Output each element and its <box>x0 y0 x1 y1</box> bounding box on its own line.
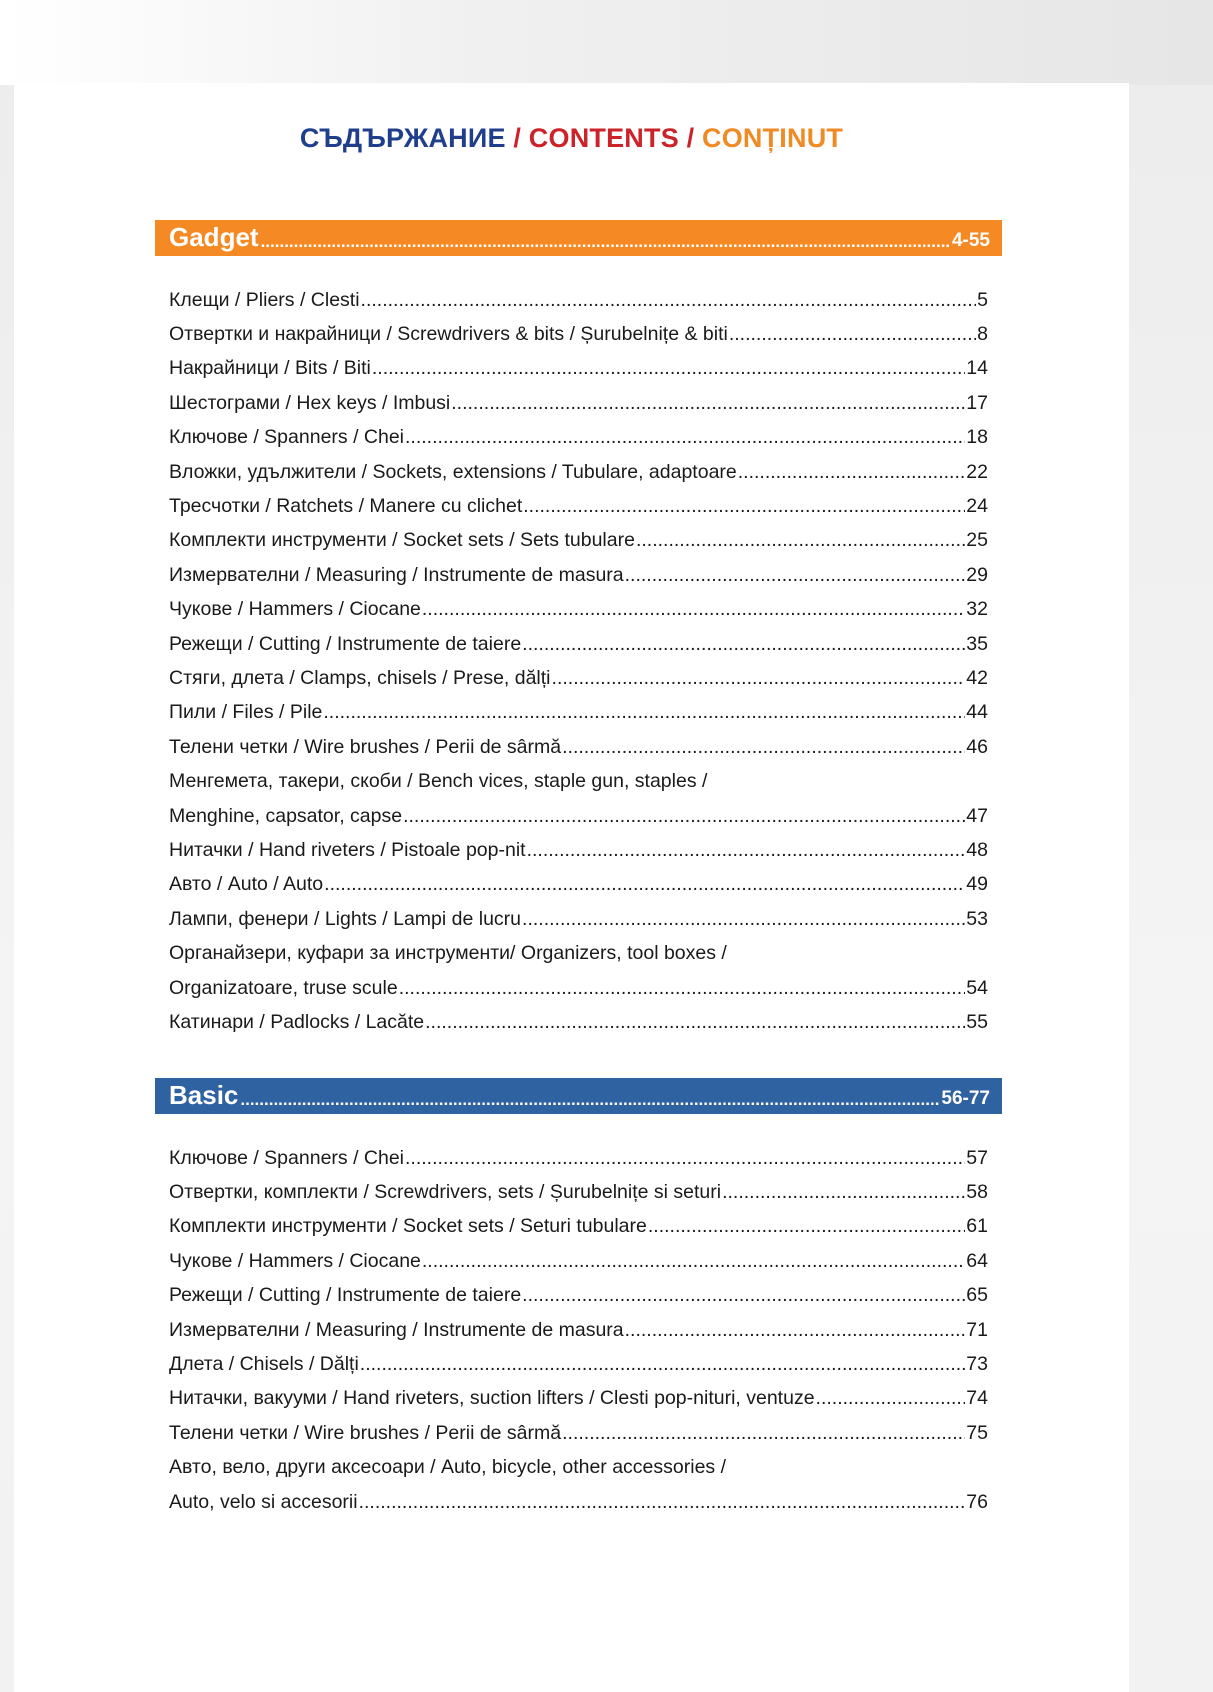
dot-leader <box>527 839 966 862</box>
toc-entry[interactable] <box>169 421 988 455</box>
toc-entry[interactable] <box>169 1005 988 1039</box>
section-page-range: 4-55 <box>951 230 990 251</box>
toc-entry-label: Комплекти инструменти / Socket sets / Sets tubulare <box>169 529 635 552</box>
toc-entry[interactable] <box>169 764 988 798</box>
title-romanian: CONȚINUT <box>702 123 844 153</box>
dot-leader <box>562 736 965 759</box>
toc-entry-label: Менгемета, такери, скоби / Bench vices, staple gun, staples / <box>169 770 708 793</box>
toc-list-gadget <box>169 283 988 1040</box>
toc-entry-label: Отвертки, комплекти / Screwdrivers, sets / Șurubelnițe si seturi <box>169 1181 722 1204</box>
toc-entry-page: 32 <box>966 598 988 621</box>
toc-entry-label: Длета / Chisels / Dălți <box>169 1353 359 1376</box>
dot-leader <box>405 1147 965 1170</box>
toc-entry-page: 53 <box>966 907 988 930</box>
dot-leader <box>240 1091 939 1109</box>
dot-leader <box>425 1011 965 1034</box>
toc-entry[interactable] <box>169 868 988 902</box>
toc-entry-label: Ключове / Spanners / Chei <box>169 426 405 449</box>
dot-leader <box>323 701 965 724</box>
toc-entry-page: 47 <box>966 804 988 827</box>
toc-entry-label: Organizatoare, truse scule <box>169 976 398 999</box>
toc-entry-page: 65 <box>966 1284 988 1307</box>
toc-entry-page: 58 <box>966 1181 988 1204</box>
toc-entry-label: Нитачки / Hand riveters / Pistoale pop-nit <box>169 838 526 861</box>
toc-entry-page: 18 <box>966 426 988 449</box>
toc-entry-page: 71 <box>966 1318 988 1341</box>
toc-entry-page: 25 <box>966 529 988 552</box>
dot-leader <box>636 529 965 552</box>
toc-entry[interactable] <box>169 524 988 558</box>
toc-entry[interactable] <box>169 1141 988 1175</box>
toc-entry-label: Клещи / Pliers / Clesti <box>169 288 360 311</box>
title-separator <box>687 123 702 153</box>
section-page-range: 56-77 <box>941 1088 990 1109</box>
toc-entry-page: 35 <box>966 632 988 655</box>
toc-entry[interactable] <box>169 661 988 695</box>
toc-entry-label: Auto, velo si accesorii <box>169 1490 358 1513</box>
toc-list-basic <box>169 1141 988 1519</box>
toc-entry[interactable] <box>169 1416 988 1450</box>
dot-leader <box>816 1387 966 1410</box>
toc-entry-label: Телени четки / Wire brushes / Perii de sârmă <box>169 735 562 758</box>
dot-leader <box>451 392 965 415</box>
toc-entry[interactable] <box>169 1451 988 1485</box>
dot-leader <box>522 633 965 656</box>
toc-entry[interactable] <box>169 1485 988 1519</box>
toc-entry[interactable] <box>169 1313 988 1347</box>
toc-entry[interactable] <box>169 833 988 867</box>
toc-entry-page: 42 <box>966 666 988 689</box>
dot-leader <box>359 1491 966 1514</box>
toc-entry-page: 73 <box>966 1353 988 1376</box>
toc-entry-page: 54 <box>966 976 988 999</box>
toc-entry-label: Измервателни / Measuring / Instrumente de masura <box>169 1318 624 1341</box>
toc-entry-page: 29 <box>966 563 988 586</box>
title-separator-text: / <box>686 123 695 153</box>
title-bulgarian: СЪДЪРЖАНИЕ <box>299 123 506 153</box>
toc-entry-label: Накрайници / Bits / Biti <box>169 357 371 380</box>
dot-leader <box>422 598 965 621</box>
toc-entry-label: Нитачки, вакууми / Hand riveters, suction lifters / Clesti pop-nituri, ventuze <box>169 1387 815 1410</box>
dot-leader <box>422 1250 965 1273</box>
toc-entry-label: Чукове / Hammers / Ciocane <box>169 1249 421 1272</box>
toc-entry-page: 57 <box>966 1146 988 1169</box>
dot-leader <box>722 1181 965 1204</box>
toc-entry-label: Режещи / Cutting / Instrumente de taiere <box>169 1284 522 1307</box>
toc-entry[interactable] <box>169 352 988 386</box>
toc-entry[interactable] <box>169 627 988 661</box>
dot-leader <box>261 233 950 251</box>
toc-entry[interactable] <box>169 971 988 1005</box>
toc-entry[interactable] <box>169 936 988 970</box>
toc-entry[interactable] <box>169 799 988 833</box>
toc-page <box>14 83 1129 1692</box>
dot-leader <box>738 461 966 484</box>
toc-entry-label: Катинари / Padlocks / Lacăte <box>169 1010 425 1033</box>
section-name: Basic <box>169 1080 239 1110</box>
dot-leader <box>648 1215 965 1238</box>
toc-entry-page: 17 <box>966 391 988 414</box>
toc-entry[interactable] <box>169 1210 988 1244</box>
toc-entry[interactable] <box>169 558 988 592</box>
dot-leader <box>522 1284 965 1307</box>
dot-leader <box>522 908 965 931</box>
toc-entry[interactable] <box>169 386 988 420</box>
toc-entry-page: 8 <box>977 323 988 346</box>
toc-entry-label: Авто, вело, други аксесоари / Auto, bicycle, other accessories / <box>169 1456 727 1479</box>
page-title <box>14 123 1129 154</box>
toc-entry[interactable] <box>169 593 988 627</box>
dot-leader <box>361 289 977 312</box>
dot-leader <box>324 873 965 896</box>
section-name: Gadget <box>169 222 259 252</box>
toc-entry[interactable] <box>169 283 988 317</box>
toc-entry-label: Ключове / Spanners / Chei <box>169 1146 405 1169</box>
toc-entry-label: Пили / Files / Pile <box>169 701 323 724</box>
toc-entry-label: Отвертки и накрайници / Screwdrivers & bits / Șurubelnițe & biti <box>169 323 728 346</box>
toc-entry[interactable] <box>169 1244 988 1278</box>
dot-leader <box>403 805 965 828</box>
toc-entry-page: 14 <box>966 357 988 380</box>
toc-entry-label: Измервателни / Measuring / Instrumente de masura <box>169 563 624 586</box>
toc-entry[interactable] <box>169 489 988 523</box>
toc-entry-page: 49 <box>966 873 988 896</box>
toc-entry[interactable] <box>169 1382 988 1416</box>
toc-entry-page: 22 <box>966 460 988 483</box>
toc-entry[interactable] <box>169 1279 988 1313</box>
dot-leader <box>729 323 976 346</box>
toc-entry-label: Комплекти инструменти / Socket sets / Seturi tubulare <box>169 1215 647 1238</box>
toc-entry-page: 48 <box>966 838 988 861</box>
toc-entry[interactable] <box>169 1175 988 1209</box>
toc-entry-page: 55 <box>966 1010 988 1033</box>
top-shade <box>0 0 1213 85</box>
toc-entry-label: Тресчотки / Ratchets / Manere cu clichet <box>169 495 523 518</box>
section-header-basic[interactable] <box>155 1078 1002 1114</box>
dot-leader <box>625 564 966 587</box>
toc-entry-page: 44 <box>966 701 988 724</box>
toc-entry-label: Телени четки / Wire brushes / Perii de sârmă <box>169 1421 562 1444</box>
dot-leader <box>552 667 966 690</box>
toc-entry[interactable] <box>169 317 988 351</box>
dot-leader <box>562 1422 965 1445</box>
toc-entry[interactable] <box>169 696 988 730</box>
toc-entry-label: Лампи, фенери / Lights / Lampi de lucru <box>169 907 522 930</box>
title-separator <box>513 123 528 153</box>
toc-entry-label: Menghine, capsator, capse <box>169 804 403 827</box>
toc-entry-page: 75 <box>966 1421 988 1444</box>
title-english: CONTENTS <box>528 123 679 153</box>
toc-entry-page: 61 <box>966 1215 988 1238</box>
toc-entry[interactable] <box>169 455 988 489</box>
toc-entry-page: 74 <box>966 1387 988 1410</box>
toc-entry-label: Стяги, длета / Clamps, chisels / Prese, dălți <box>169 666 551 689</box>
toc-entry[interactable] <box>169 902 988 936</box>
dot-leader <box>625 1319 966 1342</box>
dot-leader <box>360 1353 966 1376</box>
toc-entry-page: 5 <box>977 288 988 311</box>
dot-leader <box>523 495 965 518</box>
dot-leader <box>399 977 966 1000</box>
dot-leader <box>372 357 965 380</box>
toc-entry-page: 24 <box>966 495 988 518</box>
toc-entry[interactable] <box>169 1347 988 1381</box>
title-separator-text: / <box>513 123 522 153</box>
section-header-gadget[interactable] <box>155 220 1002 256</box>
toc-entry-label: Вложки, удължители / Sockets, extensions / Tubulare, adaptoare <box>169 460 737 483</box>
toc-entry-label: Шестограми / Hex keys / Imbusi <box>169 391 451 414</box>
toc-entry-page: 64 <box>966 1249 988 1272</box>
dot-leader <box>405 426 965 449</box>
toc-entry-page: 76 <box>966 1490 988 1513</box>
toc-entry-label: Авто / Auto / Auto <box>169 873 324 896</box>
toc-entry-label: Чукове / Hammers / Ciocane <box>169 598 421 621</box>
toc-entry-page: 46 <box>966 735 988 758</box>
toc-entry-label: Органайзери, куфари за инструменти/ Organizers, tool boxes / <box>169 942 727 965</box>
toc-entry[interactable] <box>169 730 988 764</box>
toc-entry-label: Режещи / Cutting / Instrumente de taiere <box>169 632 522 655</box>
